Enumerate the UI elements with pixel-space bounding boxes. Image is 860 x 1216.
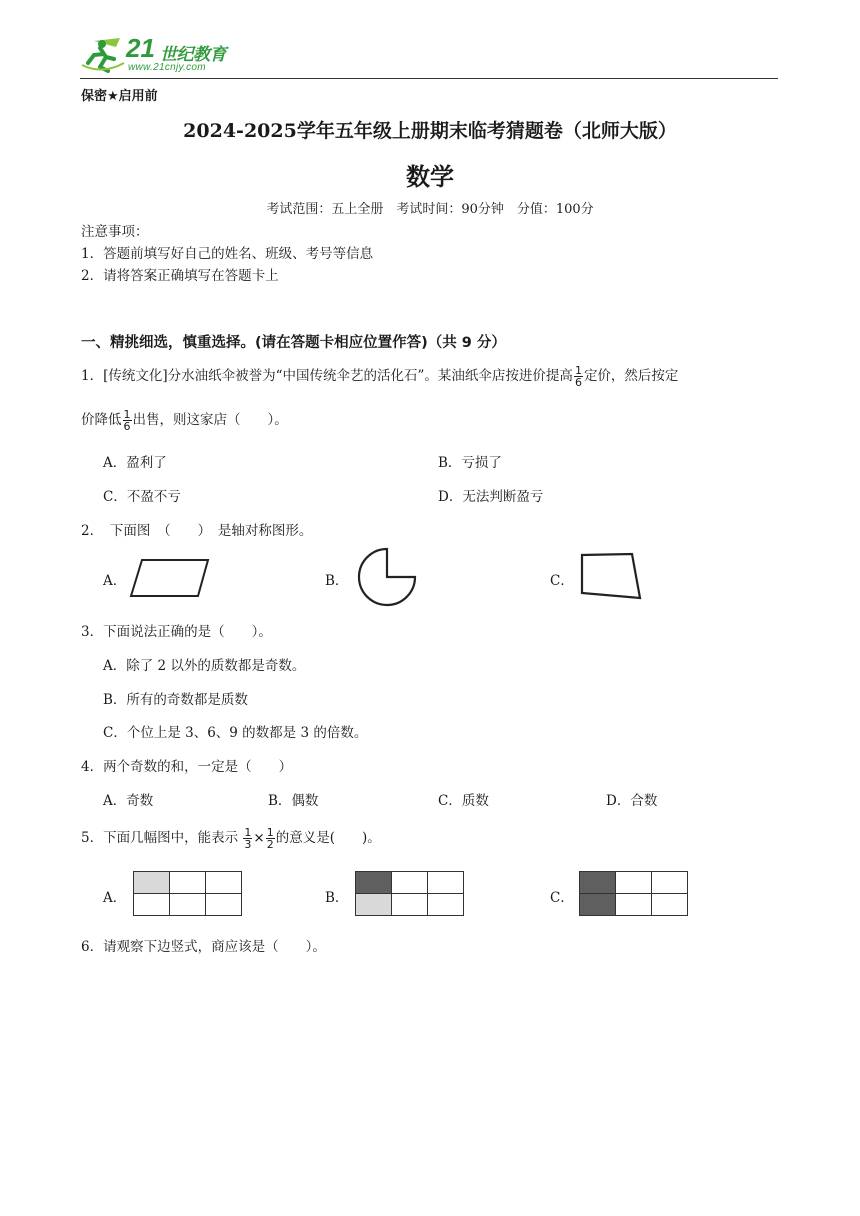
runner-icon <box>80 35 126 73</box>
option-a[interactable]: A．盈利了 <box>103 455 167 471</box>
grid-cell <box>134 894 170 916</box>
grid-cell <box>580 894 616 916</box>
option-d[interactable]: D．合数 <box>606 793 658 809</box>
exam-meta: 考试范围：五上全册 考试时间：90分钟 分值：100分 <box>266 202 594 217</box>
grid-cell <box>170 894 206 916</box>
option-c[interactable]: C． <box>550 890 574 906</box>
quadrilateral-shape <box>578 552 644 602</box>
question-3-stem: 3．下面说法正确的是（ ）。 <box>81 624 272 640</box>
question-2-stem: 2． 下面图 （ ） 是轴对称图形。 <box>81 523 313 539</box>
note-item: 1．答题前填写好自己的姓名、班级、考号等信息 <box>81 246 374 262</box>
grid-cell <box>206 872 242 894</box>
three-quarter-circle-shape <box>356 546 420 608</box>
grid-cell <box>580 872 616 894</box>
subject-title: 数学 <box>406 163 454 191</box>
logo-number: 21 <box>126 33 155 63</box>
question-5-text: 5．下面几幅图中，能表示 <box>81 830 239 846</box>
question-5-text: 的意义是( )。 <box>275 830 381 846</box>
option-a[interactable]: A． <box>103 573 127 589</box>
logo-url: www.21cnjy.com <box>128 62 206 73</box>
option-b[interactable]: B．亏损了 <box>438 455 502 471</box>
option-c[interactable]: C．不盈不亏 <box>103 489 181 505</box>
notes-heading: 注意事项： <box>81 224 149 240</box>
fraction-grid-c <box>579 871 688 916</box>
question-1-text: 价降低 <box>81 412 122 428</box>
fraction: $\frac{1}{2}$ <box>266 826 274 851</box>
parallelogram-shape <box>128 557 212 599</box>
times-sign: × <box>253 830 265 846</box>
note-item: 2．请将答案正确填写在答题卡上 <box>81 268 279 284</box>
option-c[interactable]: C． <box>550 573 574 589</box>
fraction: $\frac{1}{6}$ <box>574 364 582 389</box>
fraction: $\frac{1}{3}$ <box>244 826 252 851</box>
question-1-line-1 <box>81 364 678 388</box>
grid-cell <box>428 894 464 916</box>
option-b[interactable]: B． <box>325 890 349 906</box>
grid-cell <box>616 872 652 894</box>
option-b[interactable]: B．偶数 <box>268 793 319 809</box>
section-heading: 一、精挑细选，慎重选择。(请在答题卡相应位置作答)（共 9 分） <box>81 335 506 351</box>
question-6-stem: 6．请观察下边竖式，商应该是（ ）。 <box>81 939 326 955</box>
header-rule <box>80 78 778 79</box>
option-b[interactable]: B．所有的奇数都是质数 <box>103 692 248 708</box>
grid-cell <box>134 872 170 894</box>
question-1-text: 1．[传统文化]分水油纸伞被誉为“中国传统伞艺的活化石”。某油纸伞店按进价提高 <box>81 368 573 384</box>
grid-cell <box>392 872 428 894</box>
question-4-stem: 4．两个奇数的和，一定是（ ） <box>81 759 293 775</box>
secret-label: 保密★启用前 <box>81 89 158 104</box>
logo <box>80 33 250 77</box>
question-1-text: 出售，则这家店（ ）。 <box>132 412 288 428</box>
grid-cell <box>206 894 242 916</box>
option-a[interactable]: A．奇数 <box>103 793 154 809</box>
option-d[interactable]: D．无法判断盈亏 <box>438 489 544 505</box>
fraction: $\frac{1}{6}$ <box>123 408 131 433</box>
grid-cell <box>428 872 464 894</box>
logo-text: 世纪教育 <box>160 45 226 65</box>
option-a[interactable]: A．除了 2 以外的质数都是奇数。 <box>103 658 306 674</box>
grid-cell <box>616 894 652 916</box>
question-1-line-2 <box>81 408 288 432</box>
question-1-text: 定价，然后按定 <box>583 368 679 384</box>
exam-title: 2024-2025学年五年级上册期末临考猜题卷（北师大版） <box>183 120 677 142</box>
grid-cell <box>356 894 392 916</box>
grid-cell <box>170 872 206 894</box>
option-c[interactable]: C．个位上是 3、6、9 的数都是 3 的倍数。 <box>103 725 368 741</box>
option-c[interactable]: C．质数 <box>438 793 489 809</box>
grid-cell <box>356 872 392 894</box>
option-a[interactable]: A． <box>103 890 127 906</box>
question-5-stem <box>81 826 381 850</box>
grid-cell <box>652 894 688 916</box>
fraction-grid-a <box>133 871 242 916</box>
grid-cell <box>652 872 688 894</box>
fraction-grid-b <box>355 871 464 916</box>
option-b[interactable]: B． <box>325 573 349 589</box>
grid-cell <box>392 894 428 916</box>
